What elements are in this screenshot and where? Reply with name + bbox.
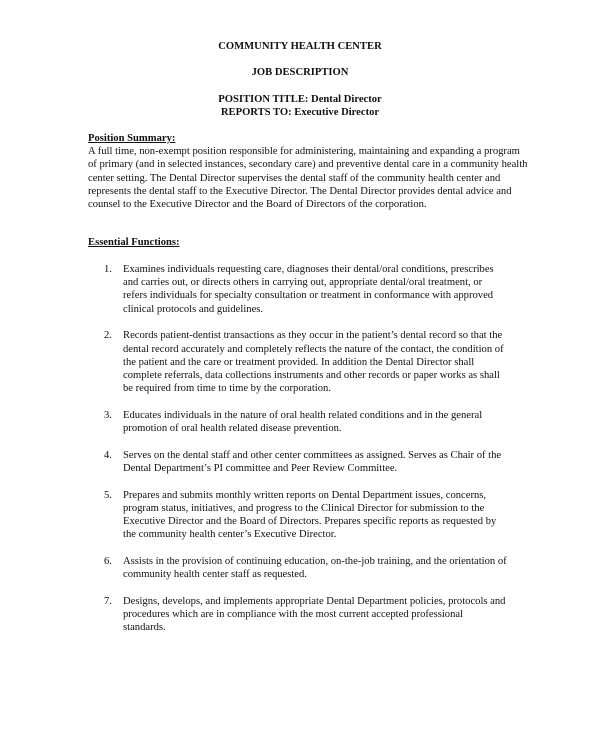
list-item — [88, 555, 508, 581]
item-number: 4. — [104, 449, 112, 461]
essential-functions-list — [88, 263, 508, 648]
list-item — [88, 409, 508, 435]
list-item — [88, 595, 508, 635]
item-text: Records patient-dentist transactions as they occur in the patient’s dental record so that the dental record accurately and completely reflects the nature of the contact, the condition of the patient and the care or treatment provided. In addition the Dental Director shall complete referrals, data collections instruments and other records or paper works as shall be required from time to time by the corporation. — [123, 330, 504, 395]
position-summary-section — [88, 132, 528, 211]
position-title: POSITION TITLE: Dental Director — [218, 94, 382, 105]
item-number: 2. — [104, 330, 112, 342]
list-item — [88, 263, 508, 316]
item-number: 1. — [104, 264, 112, 275]
position-summary-text: A full time, non-exempt position responsible for administering, maintaining and expanding a program of primary (and in selected instances, secondary care) and preventive dental care in a community health center setting. The Dental Director supervises the dental staff of the community health center and represents the dental staff to the Executive Director. The Dental Director provides dental advice and counsel to the Executive Director and the Board of Directors of the corporation. — [88, 146, 528, 211]
list-item — [88, 329, 508, 395]
list-item — [88, 449, 508, 475]
item-number: 7. — [104, 595, 112, 607]
item-number: 6. — [104, 555, 112, 567]
list-item — [88, 489, 508, 542]
item-text: Prepares and submits monthly written reports on Dental Department issues, concerns, program status, initiatives, and progress to the Clinical Director for submission to the Executive Director and the Board of Directors. Prepares specific reports as requested by the community health center’s Executive Director. — [123, 489, 497, 541]
position-summary-heading: Position Summary: — [88, 133, 176, 144]
item-text: Educates individuals in the nature of oral health related conditions and in the general promotion of oral health related disease prevention. — [123, 409, 483, 435]
item-text: Serves on the dental staff and other center committees as assigned. Serves as Chair of the Dental Department’s PI committee and Peer Review Committee. — [123, 449, 502, 474]
document-type: JOB DESCRIPTION — [251, 67, 349, 78]
item-text: Assists in the provision of continuing education, on-the-job training, and the orientation of community health center staff as requested. — [123, 555, 507, 581]
item-number: 3. — [104, 409, 112, 421]
item-text: Examines individuals requesting care, diagnoses their dental/oral conditions, prescribes and carries out, or directs others in carrying out, appropriate dental/oral treatment, or refers individuals for specialty consultation or treatment in conformance with approved clinical protocols and guidelines. — [123, 264, 494, 315]
item-number: 5. — [104, 489, 112, 501]
organization-title: COMMUNITY HEALTH CENTER — [218, 41, 382, 52]
essential-functions-heading: Essential Functions: — [88, 237, 180, 248]
reports-to: REPORTS TO: Executive Director — [220, 107, 380, 118]
item-text: Designs, develops, and implements appropriate Dental Department policies, protocols and procedures which are in compliance with the most current accepted professional standards. — [123, 595, 506, 634]
